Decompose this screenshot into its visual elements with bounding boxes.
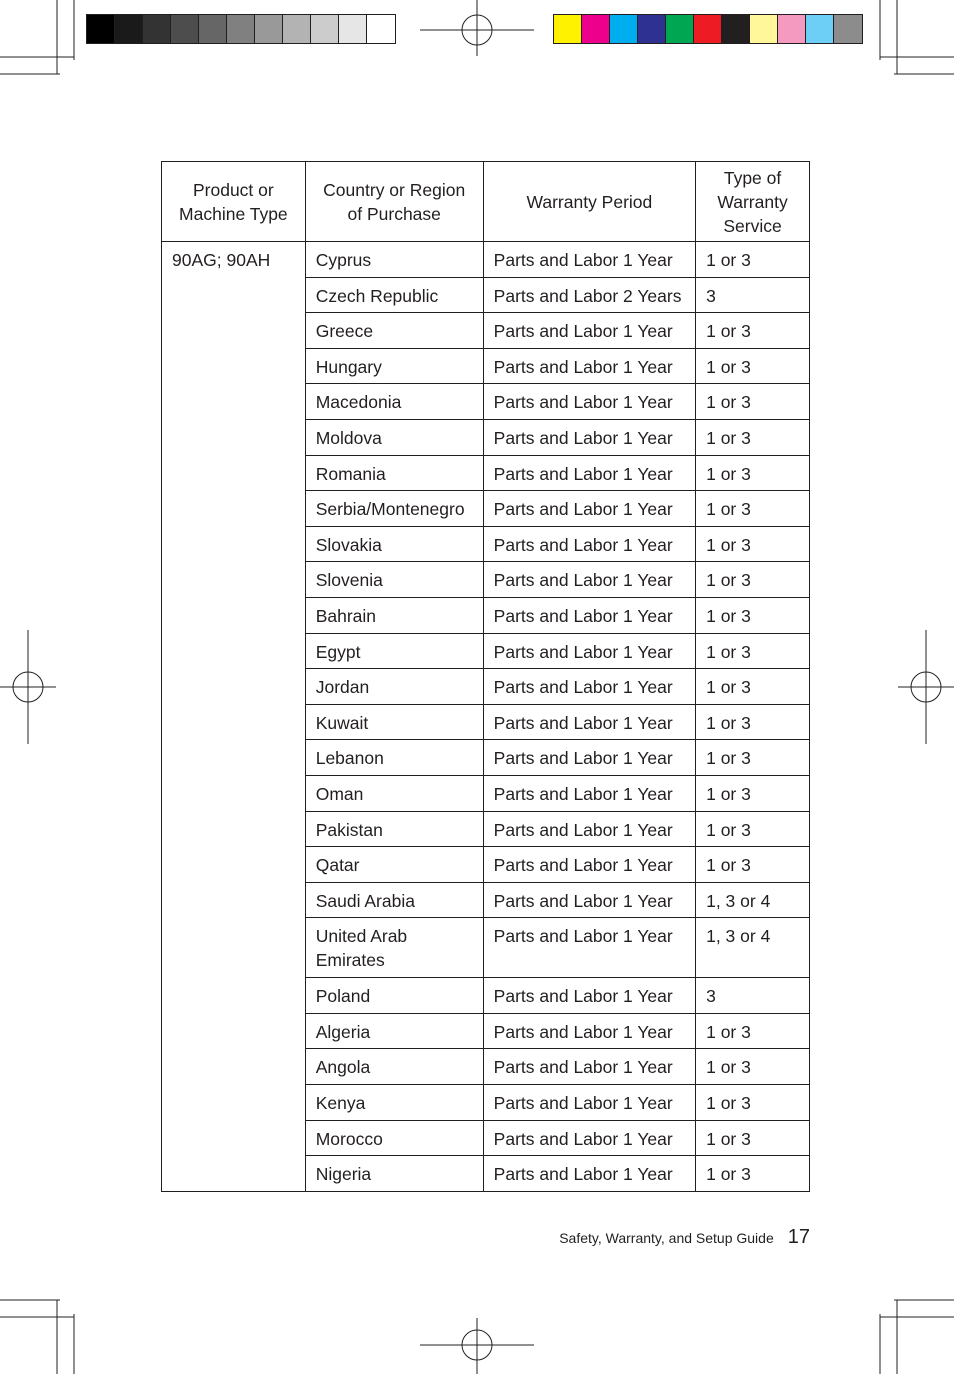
period-cell: Parts and Labor 1 Year [483,704,695,740]
country-cell: Greece [305,313,483,349]
country-cell: Slovakia [305,526,483,562]
service-cell: 1 or 3 [696,847,810,883]
period-cell: Parts and Labor 1 Year [483,1085,695,1121]
country-cell: Czech Republic [305,277,483,313]
header-service: Type of Warranty Service [696,162,810,242]
service-cell: 1 or 3 [696,704,810,740]
color-swatch [311,15,339,43]
footer-title: Safety, Warranty, and Setup Guide [559,1230,774,1246]
period-cell: Parts and Labor 1 Year [483,669,695,705]
color-swatch [227,15,255,43]
country-cell: Hungary [305,348,483,384]
color-swatch [750,15,778,43]
header-country: Country or Region of Purchase [305,162,483,242]
service-cell: 1 or 3 [696,597,810,633]
color-swatch [806,15,834,43]
color-swatch [199,15,227,43]
period-cell: Parts and Labor 1 Year [483,491,695,527]
table-body [162,242,810,1192]
period-cell: Parts and Labor 1 Year [483,978,695,1014]
period-cell: Parts and Labor 1 Year [483,775,695,811]
period-cell: Parts and Labor 1 Year [483,313,695,349]
color-swatch [582,15,610,43]
country-cell: Kuwait [305,704,483,740]
period-cell: Parts and Labor 1 Year [483,384,695,420]
color-swatch [283,15,311,43]
service-cell: 1 or 3 [696,1120,810,1156]
product-cell: 90AG; 90AH [162,242,306,1192]
period-cell: Parts and Labor 1 Year [483,597,695,633]
service-cell: 1 or 3 [696,562,810,598]
process-color-bar [553,14,863,44]
country-cell: Jordan [305,669,483,705]
service-cell: 3 [696,277,810,313]
color-swatch [694,15,722,43]
period-cell: Parts and Labor 1 Year [483,1049,695,1085]
period-cell: Parts and Labor 1 Year [483,882,695,918]
page-number: 17 [787,1226,810,1248]
color-swatch [339,15,367,43]
period-cell: Parts and Labor 1 Year [483,348,695,384]
warranty-table [161,161,810,1192]
page-footer [559,1226,810,1249]
color-swatch [87,15,115,43]
color-swatch [610,15,638,43]
gray-color-bar [86,14,396,44]
color-swatch [554,15,582,43]
country-cell: Pakistan [305,811,483,847]
period-cell: Parts and Labor 1 Year [483,1120,695,1156]
service-cell: 1 or 3 [696,526,810,562]
header-period: Warranty Period [483,162,695,242]
service-cell: 1 or 3 [696,384,810,420]
period-cell: Parts and Labor 1 Year [483,562,695,598]
period-cell: Parts and Labor 1 Year [483,242,695,278]
country-cell: Macedonia [305,384,483,420]
color-swatch [255,15,283,43]
service-cell: 1 or 3 [696,419,810,455]
service-cell: 1 or 3 [696,1085,810,1121]
country-cell: Saudi Arabia [305,882,483,918]
country-cell: United Arab Emirates [305,918,483,978]
period-cell: Parts and Labor 2 Years [483,277,695,313]
service-cell: 1 or 3 [696,633,810,669]
color-swatch [778,15,806,43]
service-cell: 1 or 3 [696,1013,810,1049]
country-cell: Morocco [305,1120,483,1156]
country-cell: Kenya [305,1085,483,1121]
country-cell: Poland [305,978,483,1014]
service-cell: 1 or 3 [696,775,810,811]
period-cell: Parts and Labor 1 Year [483,811,695,847]
service-cell: 1, 3 or 4 [696,918,810,978]
period-cell: Parts and Labor 1 Year [483,455,695,491]
period-cell: Parts and Labor 1 Year [483,740,695,776]
country-cell: Egypt [305,633,483,669]
service-cell: 1 or 3 [696,1156,810,1192]
table-row [162,242,810,278]
country-cell: Cyprus [305,242,483,278]
country-cell: Slovenia [305,562,483,598]
color-swatch [171,15,199,43]
service-cell: 3 [696,978,810,1014]
service-cell: 1 or 3 [696,1049,810,1085]
country-cell: Angola [305,1049,483,1085]
color-swatch [367,15,395,43]
country-cell: Nigeria [305,1156,483,1192]
service-cell: 1 or 3 [696,348,810,384]
country-cell: Oman [305,775,483,811]
service-cell: 1 or 3 [696,740,810,776]
period-cell: Parts and Labor 1 Year [483,918,695,978]
service-cell: 1 or 3 [696,491,810,527]
country-cell: Serbia/Montenegro [305,491,483,527]
period-cell: Parts and Labor 1 Year [483,633,695,669]
country-cell: Moldova [305,419,483,455]
color-swatch [722,15,750,43]
period-cell: Parts and Labor 1 Year [483,1156,695,1192]
country-cell: Algeria [305,1013,483,1049]
country-cell: Romania [305,455,483,491]
service-cell: 1 or 3 [696,455,810,491]
service-cell: 1 or 3 [696,811,810,847]
period-cell: Parts and Labor 1 Year [483,526,695,562]
service-cell: 1 or 3 [696,242,810,278]
country-cell: Qatar [305,847,483,883]
color-swatch [638,15,666,43]
period-cell: Parts and Labor 1 Year [483,847,695,883]
country-cell: Lebanon [305,740,483,776]
period-cell: Parts and Labor 1 Year [483,1013,695,1049]
period-cell: Parts and Labor 1 Year [483,419,695,455]
header-product: Product or Machine Type [162,162,306,242]
table-header-row [162,162,810,242]
country-cell: Bahrain [305,597,483,633]
service-cell: 1, 3 or 4 [696,882,810,918]
service-cell: 1 or 3 [696,669,810,705]
service-cell: 1 or 3 [696,313,810,349]
color-swatch [143,15,171,43]
color-swatch [115,15,143,43]
color-swatch [666,15,694,43]
color-swatch [834,15,862,43]
